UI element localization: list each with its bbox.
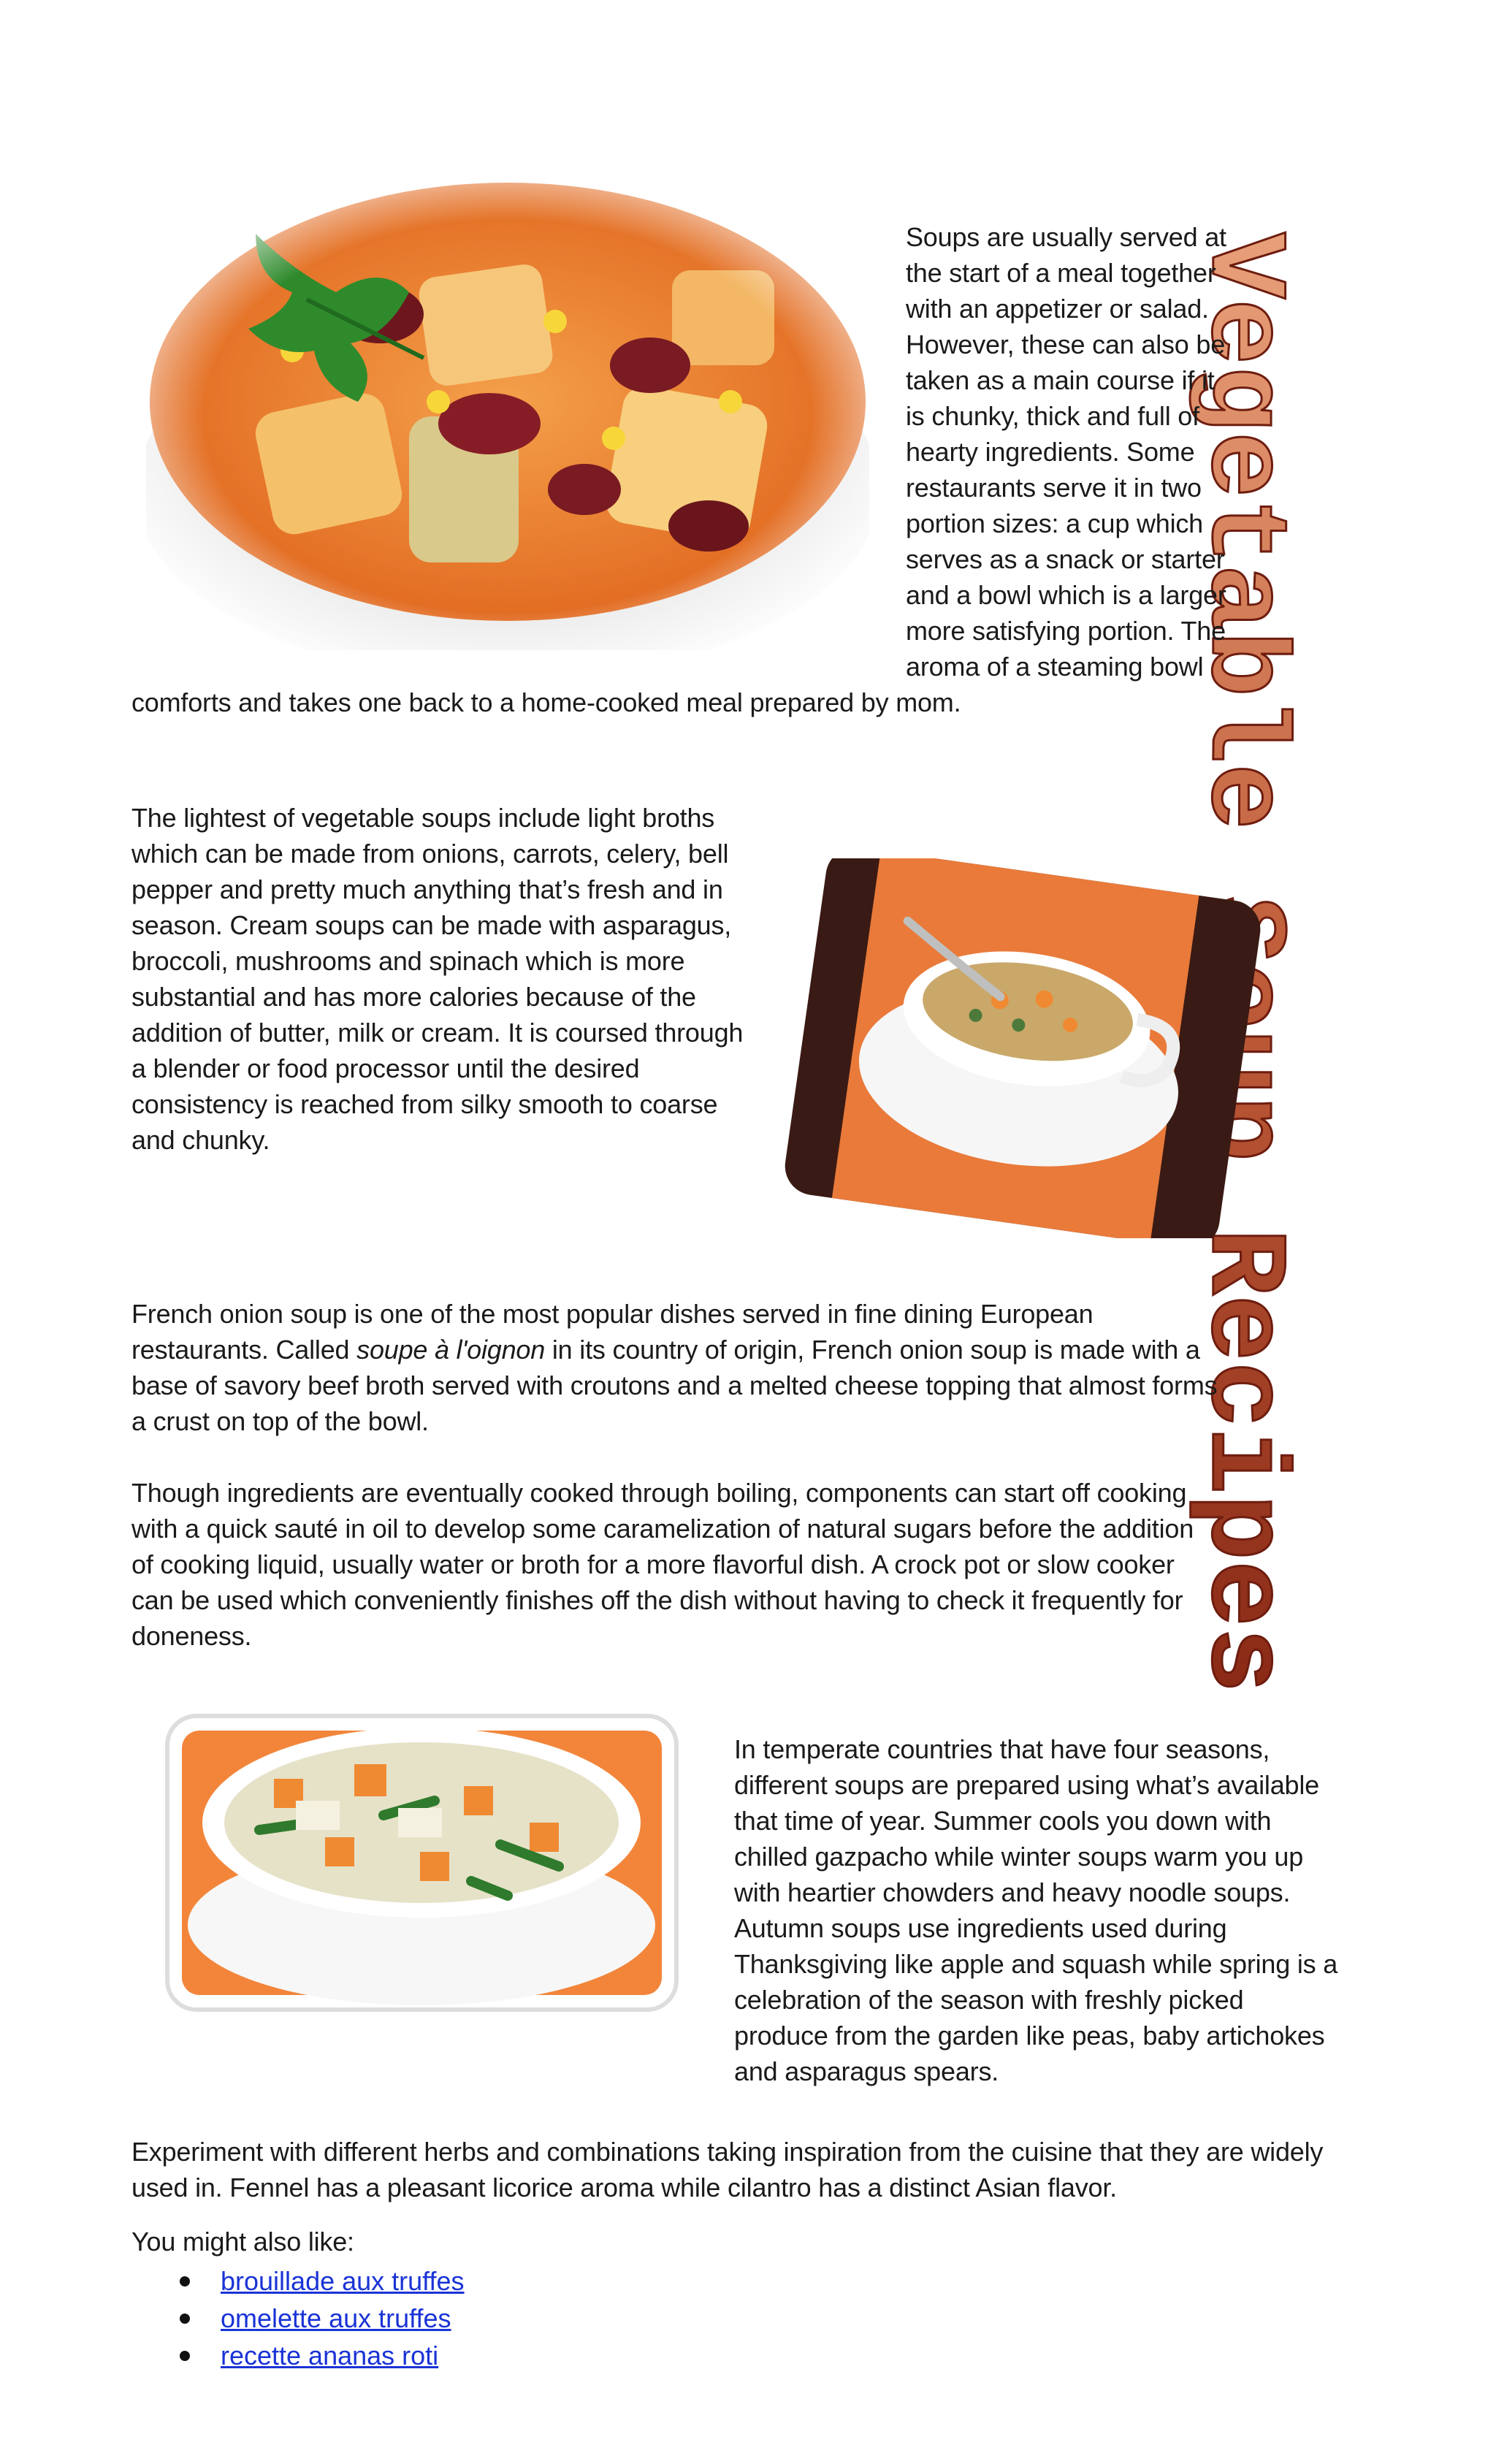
also-like-item bbox=[131, 2300, 1154, 2337]
bean-soup-illustration bbox=[146, 183, 869, 650]
french-onion-italic: soupe à l'oignon bbox=[356, 1335, 546, 1365]
paragraph-light-soups: The lightest of vegetable soups include light broths which can be made from onions, carrots, celery, bell pepper and pretty much anything that’s fresh and in season. Cream soups can be made with asparagus, broccoli, mushrooms and spinach which is more substantial and has more calories because of the addition of butter, milk or cream. It is coursed through a blender or food processor until the desired consistency is reached from silky smooth to coarse and chunky. bbox=[131, 803, 744, 1155]
bullet-icon bbox=[180, 2276, 190, 2286]
paragraph-intro: Soups are usually served at the start of a meal together with an appetizer or salad. However, these can also be taken as a main course if it is chunky, thick and full of hearty ingredients. Some restaurants serve it in two portion sizes: a cup which serves as a snack or starter and a bowl which is a larger more satisfying portion. The aroma of a steaming bowl comforts and takes one back to a home-cooked meal prepared by mom. bbox=[131, 222, 1226, 717]
bullet-icon bbox=[180, 2351, 190, 2361]
paragraph-french-onion bbox=[131, 1296, 1220, 1439]
paragraph-herbs: Experiment with different herbs and combinations taking inspiration from the cuisine that they are widely used in. Fennel has a pleasant licorice aroma while cilantro has a distinct Asian flavor. bbox=[131, 2137, 1324, 2202]
section-seasons bbox=[131, 1731, 1373, 2089]
paragraph-seasons: In temperate countries that have four seasons, different soups are prepared using what’s available that time of year. Summer cools you down with chilled gazpacho while winter soups warm you up with heartier chowders and heavy noodle soups. Autumn soups use ingredients used during Thanksgiving like apple and squash while spring is a celebration of the season with freshly picked produce from the garden like peas, baby artichokes and asparagus spears. bbox=[734, 1734, 1338, 2086]
also-like-list bbox=[131, 2262, 1154, 2374]
also-like-item bbox=[131, 2262, 1154, 2300]
section-herbs bbox=[131, 2134, 1344, 2205]
link-recette-ananas-roti[interactable]: recette ananas roti bbox=[221, 2341, 439, 2370]
section-cooking bbox=[131, 1475, 1220, 1654]
section-light-soups bbox=[131, 800, 1227, 1194]
also-like-heading: You might also like: bbox=[131, 2227, 354, 2257]
also-like-item bbox=[131, 2337, 1154, 2374]
section-also-like bbox=[131, 2224, 1154, 2374]
link-brouillade-aux-truffes[interactable]: brouillade aux truffes bbox=[221, 2266, 465, 2296]
paragraph-cooking: Though ingredients are eventually cooked through boiling, components can start off cooking with a quick sauté in oil to develop some caramelization of natural sugars before the addition of cooking liquid, usually water or broth for a more flavorful dish. A crock pot or slow cooker can be used which conveniently finishes off the dish without having to check it frequently for doneness. bbox=[131, 1478, 1194, 1651]
french-onion-text-b: in its country of origin, French onion soup is made with a base of savory beef broth served with croutons and a melted cheese topping that almost forms a crust on top of the bowl. bbox=[131, 1335, 1218, 1436]
link-omelette-aux-truffes[interactable]: omelette aux truffes bbox=[221, 2303, 451, 2333]
section-french-onion bbox=[131, 1296, 1220, 1439]
soup-image-2 bbox=[774, 800, 1264, 1194]
section-intro bbox=[131, 219, 1227, 720]
cup-soup-illustration bbox=[774, 858, 1278, 1238]
bullet-icon bbox=[180, 2314, 190, 2324]
soup-image-1 bbox=[131, 219, 880, 679]
french-onion-text-a: French onion soup is one of the most popular dishes served in fine dining European restaurants. Called bbox=[131, 1299, 1094, 1365]
